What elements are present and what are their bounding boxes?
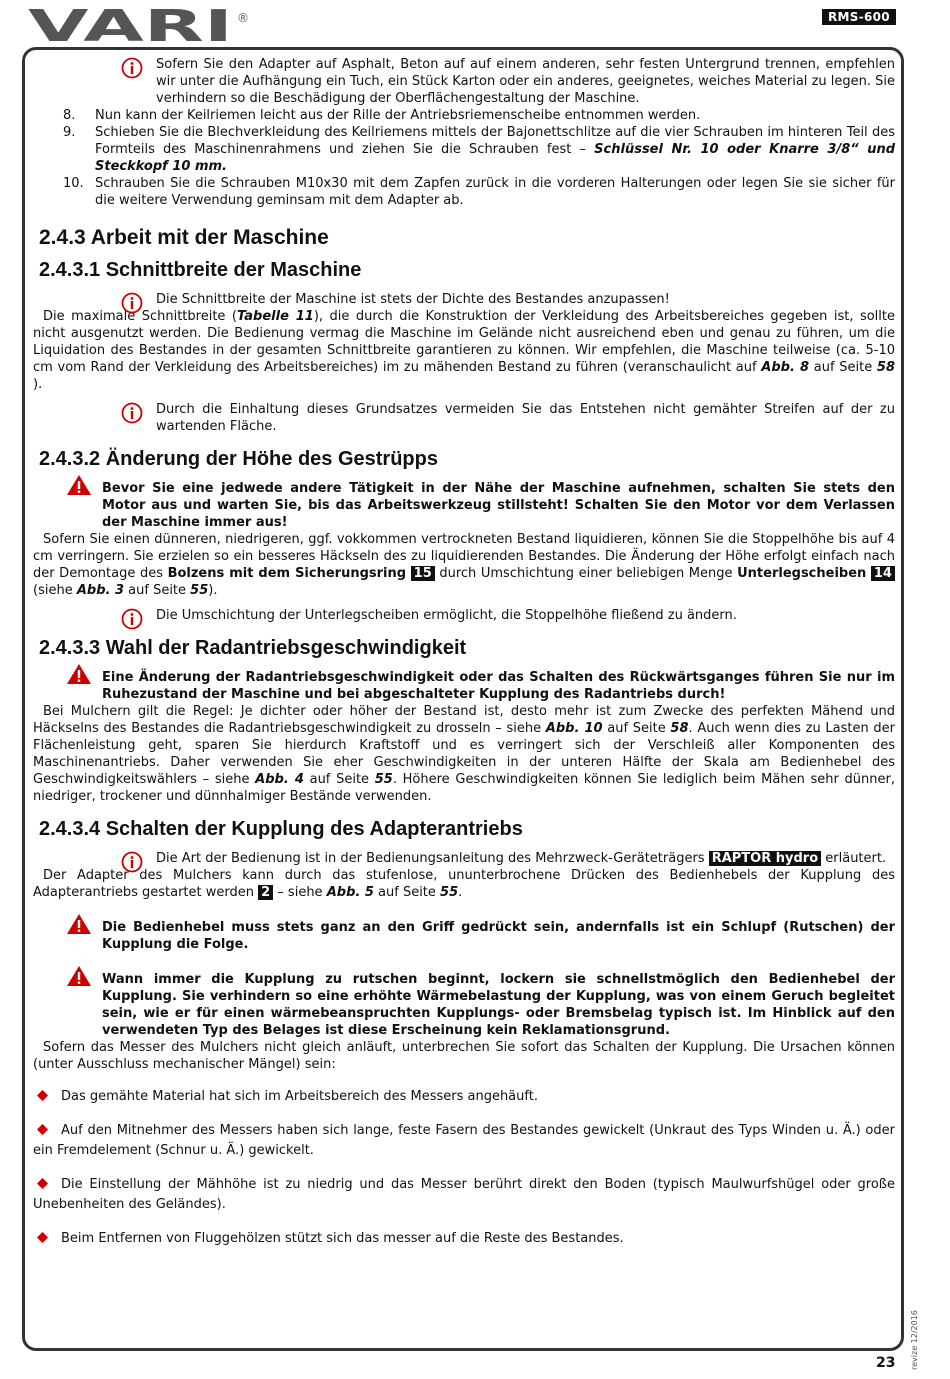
heading-2-4-3-2: 2.4.3.2 Änderung der Höhe des Gestrüpps bbox=[39, 448, 438, 470]
info-note: Die Umschichtung der Unterlegscheiben ermöglicht, die Stoppelhöhe fließend zu ändern. bbox=[33, 607, 895, 624]
info-icon bbox=[121, 57, 143, 79]
position-tag: 14 bbox=[871, 566, 895, 581]
revision-label: revize 12/2016 bbox=[910, 1310, 919, 1370]
diamond-bullet-icon bbox=[37, 1178, 48, 1189]
list-item: Die Einstellung der Mähhöhe ist zu niedrig und das Messer berührt direkt den Boden (typisch Maulwurfshügel oder große Unebenheiten des Geländes). bbox=[33, 1177, 895, 1212]
page-content bbox=[33, 56, 895, 1249]
position-tag: 15 bbox=[411, 566, 435, 581]
diamond-bullet-icon bbox=[37, 1090, 48, 1101]
list-item-8: 8. Nun kann der Keilriemen leicht aus der Rille der Antriebsriemenscheibe entnommen werden. bbox=[63, 108, 701, 123]
heading-2-4-3-1: 2.4.3.1 Schnittbreite der Maschine bbox=[39, 259, 362, 281]
warning-note: Eine Änderung der Radantriebsgeschwindigkeit oder das Schalten des Rückwärtsganges führen Sie nur im Ruhezustand der Maschine und bei abgeschalteter Kupplung des Radantriebs durch! bbox=[33, 669, 895, 703]
warning-icon bbox=[66, 663, 92, 685]
warning-icon bbox=[66, 913, 92, 935]
warning-note: Bevor Sie eine jedwede andere Tätigkeit in der Nähe der Maschine aufnehmen, schalten Sie stets den Motor aus und warten Sie, bis das Arbeitswerkzeug stillsteht! Schalten Sie den Motor vor dem Verlassen der Maschine immer aus! bbox=[33, 480, 895, 531]
list-item-10: 10. Schrauben Sie die Schrauben M10x30 mit dem Zapfen zurück in die vorderen Halterungen oder legen Sie sie sicher für die weitere Verwendung geminsam mit dem Adapter ab. bbox=[63, 176, 895, 208]
model-badge: RMS-600 bbox=[822, 9, 896, 25]
info-note: Durch die Einhaltung dieses Grundsatzes vermeiden Sie das Entstehen nicht gemähter Streifen auf der zu wartenden Fläche. bbox=[33, 401, 895, 435]
vari-logo bbox=[28, 8, 258, 44]
warning-note: Die Bedienhebel muss stets ganz an den Griff gedrückt sein, andernfalls ist ein Schlupf (Rutschen) der Kupplung die Folge. bbox=[33, 919, 895, 953]
product-tag: RAPTOR hydro bbox=[709, 851, 821, 866]
diamond-bullet-icon bbox=[37, 1124, 48, 1135]
info-note: Die Schnittbreite der Maschine ist stets der Dichte des Bestandes anzupassen! bbox=[33, 291, 895, 308]
list-item-9: 9. Schieben Sie die Blechverkleidung des Keilriemens mittels der Bajonettschlitze auf die vier Schrauben im hinteren Teil des Formteils des Maschinenrahmens und ziehen Sie die Schrauben fest – Schlüssel Nr. 10 oder Knarre 3/8“ und Steckkopf 10 mm. bbox=[63, 125, 896, 174]
info-icon bbox=[121, 608, 143, 630]
heading-2-4-3-4: 2.4.3.4 Schalten der Kupplung des Adapterantriebs bbox=[39, 818, 523, 840]
warning-icon bbox=[66, 965, 92, 987]
page-number: 23 bbox=[876, 1355, 896, 1371]
paragraph: Sofern das Messer des Mulchers nicht gleich anläuft, unterbrechen Sie sofort das Schalten der Kupplung. Die Ursachen können (unter Ausschluss mechanischer Mängel) sein: bbox=[33, 1040, 895, 1072]
info-icon bbox=[121, 402, 143, 424]
info-note: Die Art der Bedienung ist in der Bedienungsanleitung des Mehrzweck-Geräteträgers RAPTOR hydro erläutert. bbox=[33, 850, 895, 867]
list-item: Das gemähte Material hat sich im Arbeitsbereich des Messers angehäuft. bbox=[33, 1087, 895, 1107]
svg-text:VARI: VARI bbox=[28, 8, 233, 44]
svg-text:®: ® bbox=[237, 11, 249, 25]
warning-icon bbox=[66, 474, 92, 496]
position-tag: 2 bbox=[258, 885, 273, 900]
list-item: Auf den Mitnehmer des Messers haben sich lange, feste Fasern des Bestandes gewickelt (Unkraut des Typs Winden u. Ä.) oder ein Fremdelement (Schnur u. Ä.) gewickelt. bbox=[33, 1123, 895, 1158]
paragraph: Sofern Sie einen dünneren, niedrigeren, ggf. vokkommen vertrockneten Bestand liquidieren, können Sie die Stoppelhöhe bis auf 4 cm verringern. Sie erzielen so ein besseres Häckseln des zu liquidierenden Bestandes. Die Änderung der Höhe erfolgt einfach nach der Demontage des Bolzens mit dem Sicherungsring 15 durch Umschichtung einer beliebigen Menge Unterlegscheiben 14 (siehe Abb. 3 auf Seite 55). bbox=[33, 532, 895, 598]
info-icon bbox=[121, 292, 143, 314]
heading-2-4-3: 2.4.3 Arbeit mit der Maschine bbox=[39, 226, 329, 249]
heading-2-4-3-3: 2.4.3.3 Wahl der Radantriebsgeschwindigkeit bbox=[39, 637, 467, 659]
paragraph: Bei Mulchern gilt die Regel: Je dichter oder höher der Bestand ist, desto mehr ist zum Zwecke des perfekten Mähend und Häckselns des Bestandes die Radantriebsgeschwindigkeit zu drosseln – siehe Abb. 10 auf Seite 58. Auch wenn dies zu Lasten der Flächenleistung geht, sparen Sie hierdurch Kraftstoff und es verringert sich der Verschleiß aller Komponenten des Maschinenantriebs. Daher verwenden Sie eher Geschwindigkeiten in der unteren Hälfte der Skala am Bedienhebel des Geschwindigkeitswählers – siehe Abb. 4 auf Seite 55. Höhere Geschwindigkeiten können Sie lediglich beim Mähen sehr dünner, niedriger, trockener und dünnhalmiger Bestände verwenden. bbox=[33, 704, 896, 804]
info-note: Sofern Sie den Adapter auf Asphalt, Beton auf auf einem anderen, sehr festen Untergrund trennen, empfehlen wir unter die Aufhängung ein Tuch, ein Stück Karton oder ein anderes, geeignetes, weiches Material zu legen. Sie verhindern so die Beschädigung der Oberflächengestaltung der Maschine. bbox=[33, 56, 895, 107]
info-icon bbox=[121, 851, 143, 873]
paragraph: Der Adapter des Mulchers kann durch das stufenlose, ununterbrochene Drücken des Bedienhebels der Kupplung des Adapterantriebs gestartet werden 2 – siehe Abb. 5 auf Seite 55. bbox=[33, 868, 895, 900]
diamond-bullet-icon bbox=[37, 1232, 48, 1243]
list-item: Beim Entfernen von Fluggehölzen stützt sich das messer auf die Reste des Bestandes. bbox=[33, 1229, 895, 1249]
paragraph: Die maximale Schnittbreite (Tabelle 11), die durch die Konstruktion der Verkleidung des Arbeitsbereiches gegeben ist, sollte nicht ausgenutzt werden. Die Bedienung vermag die Maschine im Gelände nicht ausreichend eben und genau zu führen, um die Liquidation des Bestandes in der gesamten Schnittbreite garantieren zu können. Wir empfehlen, die Maschine teilweise (ca. 5-10 cm vom Rand der Verkleidung des Arbeitsbereiches) im zu mähenden Bestand zu führen (veranschaulicht auf Abb. 8 auf Seite 58 ). bbox=[33, 309, 896, 392]
warning-note: Wann immer die Kupplung zu rutschen beginnt, lockern sie schnellstmöglich den Bedienhebel der Kupplung. Sie verhindern so eine erhöhte Wärmebelastung der Kupplung, was von einem Geruch begleitet sein, wie er für einen wärmebeanspruchten Kupplungs- oder Bremsbelag typisch ist. Im Hinblick auf den verwendeten Typ des Belages ist diese Erscheinung kein Reklamationsgrund. bbox=[33, 971, 895, 1039]
